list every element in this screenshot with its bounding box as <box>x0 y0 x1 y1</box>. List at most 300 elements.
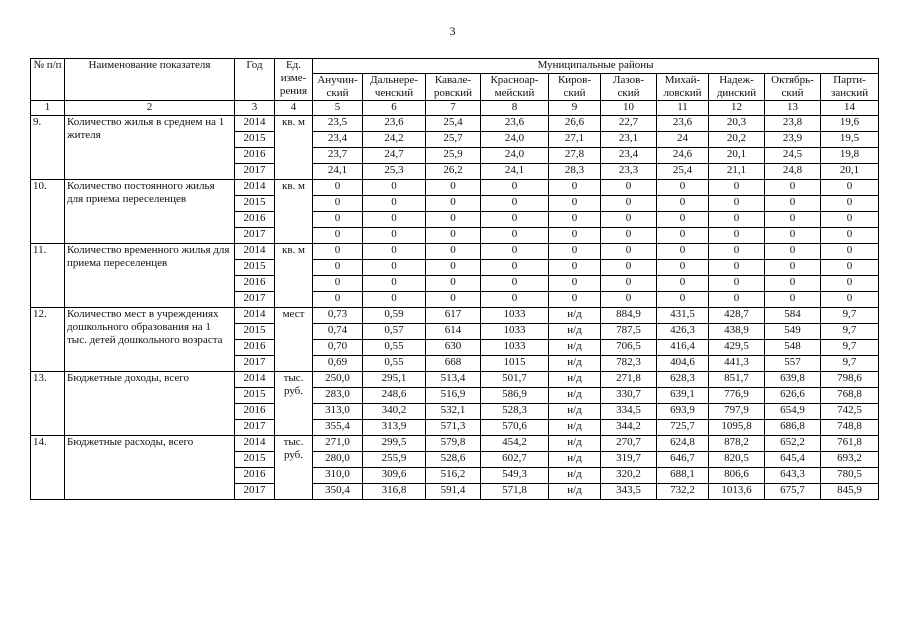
value-cell: 0,73 <box>313 307 363 323</box>
value-cell: 340,2 <box>363 403 426 419</box>
year-cell: 2015 <box>235 387 275 403</box>
value-cell: 0 <box>363 227 426 243</box>
value-cell: 24 <box>657 131 709 147</box>
value-cell: 0 <box>657 275 709 291</box>
year-cell: 2015 <box>235 131 275 147</box>
indicator-name: Количество постоянного жилья для приема переселенцев <box>65 179 235 243</box>
year-cell: 2014 <box>235 371 275 387</box>
value-cell: 557 <box>765 355 821 371</box>
value-cell: 19,8 <box>821 147 879 163</box>
value-cell: 344,2 <box>601 419 657 435</box>
value-cell: 0,55 <box>363 355 426 371</box>
table-row <box>31 243 879 259</box>
value-cell: 0 <box>313 291 363 307</box>
value-cell: 27,1 <box>549 131 601 147</box>
value-cell: 26,6 <box>549 115 601 131</box>
value-cell: 626,6 <box>765 387 821 403</box>
value-cell: 26,2 <box>426 163 481 179</box>
value-cell: 0 <box>313 179 363 195</box>
column-number: 9 <box>549 101 601 115</box>
value-cell: 23,4 <box>601 147 657 163</box>
value-cell: 0 <box>709 291 765 307</box>
year-cell: 2016 <box>235 467 275 483</box>
value-cell: 428,7 <box>709 307 765 323</box>
unit-cell: тыс. руб. <box>275 371 313 435</box>
value-cell: 668 <box>426 355 481 371</box>
value-cell: 0 <box>709 243 765 259</box>
year-cell: 2014 <box>235 435 275 451</box>
table-row <box>31 179 879 195</box>
value-cell: 571,8 <box>481 483 549 499</box>
value-cell: 20,1 <box>821 163 879 179</box>
year-cell: 2017 <box>235 355 275 371</box>
value-cell: 343,5 <box>601 483 657 499</box>
value-cell: 416,4 <box>657 339 709 355</box>
value-cell: 768,8 <box>821 387 879 403</box>
column-number: 1 <box>31 101 65 115</box>
value-cell: 0 <box>481 227 549 243</box>
value-cell: 0 <box>481 291 549 307</box>
district-header: Дальнере-ченский <box>363 74 426 101</box>
value-cell: 0 <box>363 259 426 275</box>
header-number: № п/п <box>31 59 65 101</box>
value-cell: 0 <box>765 243 821 259</box>
value-cell: 0 <box>426 243 481 259</box>
district-header: Михай-ловский <box>657 74 709 101</box>
value-cell: 19,5 <box>821 131 879 147</box>
column-number: 8 <box>481 101 549 115</box>
column-number: 11 <box>657 101 709 115</box>
value-cell: 295,1 <box>363 371 426 387</box>
value-cell: 1095,8 <box>709 419 765 435</box>
value-cell: 24,1 <box>313 163 363 179</box>
header-unit: Ед. изме-рения <box>275 59 313 101</box>
indicator-name: Количество мест в учреждениях дошкольного образования на 1 тыс. детей дошкольного возраста <box>65 307 235 371</box>
value-cell: 0 <box>601 259 657 275</box>
value-cell: 316,8 <box>363 483 426 499</box>
indicator-name: Бюджетные доходы, всего <box>65 371 235 435</box>
value-cell: н/д <box>549 339 601 355</box>
unit-cell: тыс. руб. <box>275 435 313 499</box>
value-cell: 0 <box>821 275 879 291</box>
value-cell: 645,4 <box>765 451 821 467</box>
column-number: 7 <box>426 101 481 115</box>
year-cell: 2014 <box>235 115 275 131</box>
year-cell: 2017 <box>235 227 275 243</box>
value-cell: 299,5 <box>363 435 426 451</box>
year-cell: 2016 <box>235 403 275 419</box>
value-cell: 271,8 <box>601 371 657 387</box>
district-header: Киров-ский <box>549 74 601 101</box>
value-cell: 0 <box>765 275 821 291</box>
value-cell: 0,70 <box>313 339 363 355</box>
value-cell: 0 <box>765 291 821 307</box>
value-cell: 0 <box>765 195 821 211</box>
value-cell: 0 <box>765 227 821 243</box>
value-cell: 0 <box>363 211 426 227</box>
value-cell: 0 <box>363 179 426 195</box>
value-cell: 334,5 <box>601 403 657 419</box>
column-number: 3 <box>235 101 275 115</box>
value-cell: 0 <box>601 179 657 195</box>
value-cell: 23,5 <box>313 115 363 131</box>
value-cell: 0 <box>481 243 549 259</box>
value-cell: н/д <box>549 467 601 483</box>
value-cell: 643,3 <box>765 467 821 483</box>
value-cell: 0 <box>313 259 363 275</box>
value-cell: 20,1 <box>709 147 765 163</box>
value-cell: 513,4 <box>426 371 481 387</box>
value-cell: 1033 <box>481 339 549 355</box>
value-cell: 761,8 <box>821 435 879 451</box>
value-cell: 330,7 <box>601 387 657 403</box>
value-cell: 25,3 <box>363 163 426 179</box>
value-cell: 313,9 <box>363 419 426 435</box>
value-cell: 0 <box>481 275 549 291</box>
value-cell: 570,6 <box>481 419 549 435</box>
value-cell: 19,6 <box>821 115 879 131</box>
value-cell: 549,3 <box>481 467 549 483</box>
value-cell: 24,2 <box>363 131 426 147</box>
value-cell: 0 <box>549 195 601 211</box>
value-cell: 0 <box>426 179 481 195</box>
value-cell: 0 <box>765 179 821 195</box>
value-cell: 0 <box>709 211 765 227</box>
district-header: Анучин-ский <box>313 74 363 101</box>
value-cell: н/д <box>549 435 601 451</box>
value-cell: 9,7 <box>821 323 879 339</box>
indicator-number: 9. <box>31 115 65 179</box>
year-cell: 2017 <box>235 483 275 499</box>
value-cell: 630 <box>426 339 481 355</box>
value-cell: 0 <box>709 227 765 243</box>
value-cell: 706,5 <box>601 339 657 355</box>
indicators-table <box>30 58 879 500</box>
table-row <box>31 435 879 451</box>
value-cell: 426,3 <box>657 323 709 339</box>
value-cell: 28,3 <box>549 163 601 179</box>
value-cell: 584 <box>765 307 821 323</box>
value-cell: 0 <box>821 243 879 259</box>
year-cell: 2016 <box>235 147 275 163</box>
value-cell: 23,8 <box>765 115 821 131</box>
value-cell: 438,9 <box>709 323 765 339</box>
column-number: 2 <box>65 101 235 115</box>
year-cell: 2015 <box>235 451 275 467</box>
value-cell: 23,6 <box>481 115 549 131</box>
value-cell: 748,8 <box>821 419 879 435</box>
value-cell: 0 <box>601 227 657 243</box>
value-cell: 23,6 <box>657 115 709 131</box>
value-cell: 0 <box>426 275 481 291</box>
indicator-number: 13. <box>31 371 65 435</box>
indicator-number: 12. <box>31 307 65 371</box>
value-cell: 0 <box>426 227 481 243</box>
unit-cell: кв. м <box>275 179 313 243</box>
value-cell: 310,0 <box>313 467 363 483</box>
value-cell: 820,5 <box>709 451 765 467</box>
district-header: Красноар-мейский <box>481 74 549 101</box>
value-cell: 688,1 <box>657 467 709 483</box>
year-cell: 2014 <box>235 243 275 259</box>
value-cell: 579,8 <box>426 435 481 451</box>
indicator-name: Количество временного жилья для приема переселенцев <box>65 243 235 307</box>
value-cell: 806,6 <box>709 467 765 483</box>
value-cell: 270,7 <box>601 435 657 451</box>
value-cell: 0 <box>821 195 879 211</box>
table-row <box>31 371 879 387</box>
table-row <box>31 115 879 131</box>
column-number: 6 <box>363 101 426 115</box>
value-cell: 23,4 <box>313 131 363 147</box>
value-cell: 0 <box>821 179 879 195</box>
value-cell: 0 <box>657 227 709 243</box>
page-number: 3 <box>449 24 456 38</box>
value-cell: 23,1 <box>601 131 657 147</box>
indicator-name: Количество жилья в среднем на 1 жителя <box>65 115 235 179</box>
value-cell: 25,7 <box>426 131 481 147</box>
district-header: Кавале-ровский <box>426 74 481 101</box>
value-cell: 24,1 <box>481 163 549 179</box>
value-cell: 845,9 <box>821 483 879 499</box>
value-cell: 0 <box>601 195 657 211</box>
value-cell: 441,3 <box>709 355 765 371</box>
value-cell: 0 <box>601 243 657 259</box>
value-cell: 798,6 <box>821 371 879 387</box>
value-cell: 313,0 <box>313 403 363 419</box>
value-cell: 319,7 <box>601 451 657 467</box>
value-cell: 528,6 <box>426 451 481 467</box>
value-cell: 501,7 <box>481 371 549 387</box>
value-cell: 548 <box>765 339 821 355</box>
value-cell: 693,9 <box>657 403 709 419</box>
value-cell: 0 <box>481 259 549 275</box>
value-cell: 591,4 <box>426 483 481 499</box>
value-cell: 21,1 <box>709 163 765 179</box>
value-cell: 0 <box>549 227 601 243</box>
value-cell: 528,3 <box>481 403 549 419</box>
value-cell: 0 <box>363 195 426 211</box>
value-cell: 320,2 <box>601 467 657 483</box>
district-header: Парти-занский <box>821 74 879 101</box>
value-cell: 0 <box>821 227 879 243</box>
indicator-name: Бюджетные расходы, всего <box>65 435 235 499</box>
value-cell: н/д <box>549 371 601 387</box>
value-cell: 24,5 <box>765 147 821 163</box>
value-cell: 776,9 <box>709 387 765 403</box>
value-cell: 652,2 <box>765 435 821 451</box>
value-cell: 646,7 <box>657 451 709 467</box>
value-cell: 0 <box>709 195 765 211</box>
value-cell: 0,55 <box>363 339 426 355</box>
value-cell: 0 <box>765 211 821 227</box>
value-cell: 280,0 <box>313 451 363 467</box>
value-cell: 24,8 <box>765 163 821 179</box>
value-cell: 614 <box>426 323 481 339</box>
value-cell: 732,2 <box>657 483 709 499</box>
value-cell: 0 <box>821 291 879 307</box>
value-cell: 878,2 <box>709 435 765 451</box>
year-cell: 2016 <box>235 275 275 291</box>
year-cell: 2015 <box>235 195 275 211</box>
value-cell: 0 <box>549 211 601 227</box>
value-cell: н/д <box>549 323 601 339</box>
value-cell: 0 <box>657 259 709 275</box>
value-cell: 250,0 <box>313 371 363 387</box>
value-cell: 22,7 <box>601 115 657 131</box>
value-cell: 851,7 <box>709 371 765 387</box>
value-cell: 1015 <box>481 355 549 371</box>
district-header: Надеж-динский <box>709 74 765 101</box>
value-cell: 309,6 <box>363 467 426 483</box>
year-cell: 2015 <box>235 323 275 339</box>
value-cell: 586,9 <box>481 387 549 403</box>
value-cell: 0 <box>709 275 765 291</box>
value-cell: 1033 <box>481 323 549 339</box>
value-cell: 0 <box>426 291 481 307</box>
value-cell: 0 <box>549 259 601 275</box>
value-cell: 0,57 <box>363 323 426 339</box>
year-cell: 2016 <box>235 211 275 227</box>
unit-cell: мест <box>275 307 313 371</box>
header-year: Год <box>235 59 275 101</box>
value-cell: 516,2 <box>426 467 481 483</box>
value-cell: 23,6 <box>363 115 426 131</box>
table-row <box>31 307 879 323</box>
value-cell: 24,0 <box>481 131 549 147</box>
indicator-number: 11. <box>31 243 65 307</box>
value-cell: н/д <box>549 451 601 467</box>
year-cell: 2015 <box>235 259 275 275</box>
value-cell: 0 <box>821 259 879 275</box>
value-cell: 0 <box>549 179 601 195</box>
value-cell: 283,0 <box>313 387 363 403</box>
value-cell: 686,8 <box>765 419 821 435</box>
district-header: Октябрь-ский <box>765 74 821 101</box>
value-cell: 0 <box>657 243 709 259</box>
value-cell: 23,3 <box>601 163 657 179</box>
value-cell: 884,9 <box>601 307 657 323</box>
value-cell: 350,4 <box>313 483 363 499</box>
value-cell: 454,2 <box>481 435 549 451</box>
value-cell: 255,9 <box>363 451 426 467</box>
value-cell: 0 <box>657 179 709 195</box>
indicator-number: 14. <box>31 435 65 499</box>
value-cell: 602,7 <box>481 451 549 467</box>
value-cell: 0 <box>549 275 601 291</box>
value-cell: 9,7 <box>821 355 879 371</box>
value-cell: 0 <box>709 179 765 195</box>
value-cell: 693,2 <box>821 451 879 467</box>
table-body <box>31 115 879 499</box>
value-cell: н/д <box>549 307 601 323</box>
value-cell: 0 <box>601 291 657 307</box>
header-indicator: Наименование показателя <box>65 59 235 101</box>
column-number: 13 <box>765 101 821 115</box>
value-cell: 0,74 <box>313 323 363 339</box>
value-cell: н/д <box>549 387 601 403</box>
value-cell: 0 <box>426 211 481 227</box>
value-cell: 639,8 <box>765 371 821 387</box>
value-cell: 9,7 <box>821 339 879 355</box>
value-cell: 0 <box>821 211 879 227</box>
value-cell: 355,4 <box>313 419 363 435</box>
value-cell: 9,7 <box>821 307 879 323</box>
value-cell: 25,4 <box>657 163 709 179</box>
value-cell: 1013,6 <box>709 483 765 499</box>
value-cell: н/д <box>549 483 601 499</box>
value-cell: 0,59 <box>363 307 426 323</box>
column-number: 10 <box>601 101 657 115</box>
value-cell: 0 <box>657 211 709 227</box>
value-cell: 0 <box>481 195 549 211</box>
column-number-row <box>31 101 879 115</box>
value-cell: 0 <box>426 195 481 211</box>
value-cell: 549 <box>765 323 821 339</box>
value-cell: 532,1 <box>426 403 481 419</box>
value-cell: 429,5 <box>709 339 765 355</box>
year-cell: 2017 <box>235 291 275 307</box>
value-cell: 1033 <box>481 307 549 323</box>
value-cell: 0 <box>363 291 426 307</box>
value-cell: 628,3 <box>657 371 709 387</box>
value-cell: 0 <box>709 259 765 275</box>
column-number: 14 <box>821 101 879 115</box>
value-cell: 742,5 <box>821 403 879 419</box>
value-cell: 20,3 <box>709 115 765 131</box>
value-cell: 787,5 <box>601 323 657 339</box>
header-municipal-districts: Муниципальные районы <box>313 59 879 74</box>
value-cell: 0 <box>657 291 709 307</box>
value-cell: н/д <box>549 403 601 419</box>
value-cell: 639,1 <box>657 387 709 403</box>
value-cell: 780,5 <box>821 467 879 483</box>
value-cell: 24,0 <box>481 147 549 163</box>
value-cell: 0 <box>601 275 657 291</box>
value-cell: 516,9 <box>426 387 481 403</box>
value-cell: 23,9 <box>765 131 821 147</box>
value-cell: 0 <box>601 211 657 227</box>
value-cell: 571,3 <box>426 419 481 435</box>
value-cell: 248,6 <box>363 387 426 403</box>
value-cell: 725,7 <box>657 419 709 435</box>
value-cell: 0 <box>363 243 426 259</box>
value-cell: 271,0 <box>313 435 363 451</box>
value-cell: 0 <box>313 211 363 227</box>
value-cell: 0 <box>549 291 601 307</box>
value-cell: 0 <box>481 211 549 227</box>
year-cell: 2016 <box>235 339 275 355</box>
value-cell: 27,8 <box>549 147 601 163</box>
unit-cell: кв. м <box>275 243 313 307</box>
value-cell: 0 <box>313 195 363 211</box>
value-cell: 0 <box>363 275 426 291</box>
column-number: 4 <box>275 101 313 115</box>
value-cell: 782,3 <box>601 355 657 371</box>
value-cell: 23,7 <box>313 147 363 163</box>
year-cell: 2014 <box>235 307 275 323</box>
value-cell: 0 <box>481 179 549 195</box>
value-cell: 0 <box>313 243 363 259</box>
value-cell: 0 <box>765 259 821 275</box>
year-cell: 2017 <box>235 163 275 179</box>
value-cell: 0 <box>549 243 601 259</box>
district-header: Лазов-ский <box>601 74 657 101</box>
column-number: 12 <box>709 101 765 115</box>
value-cell: 24,6 <box>657 147 709 163</box>
indicator-number: 10. <box>31 179 65 243</box>
value-cell: 0 <box>313 227 363 243</box>
